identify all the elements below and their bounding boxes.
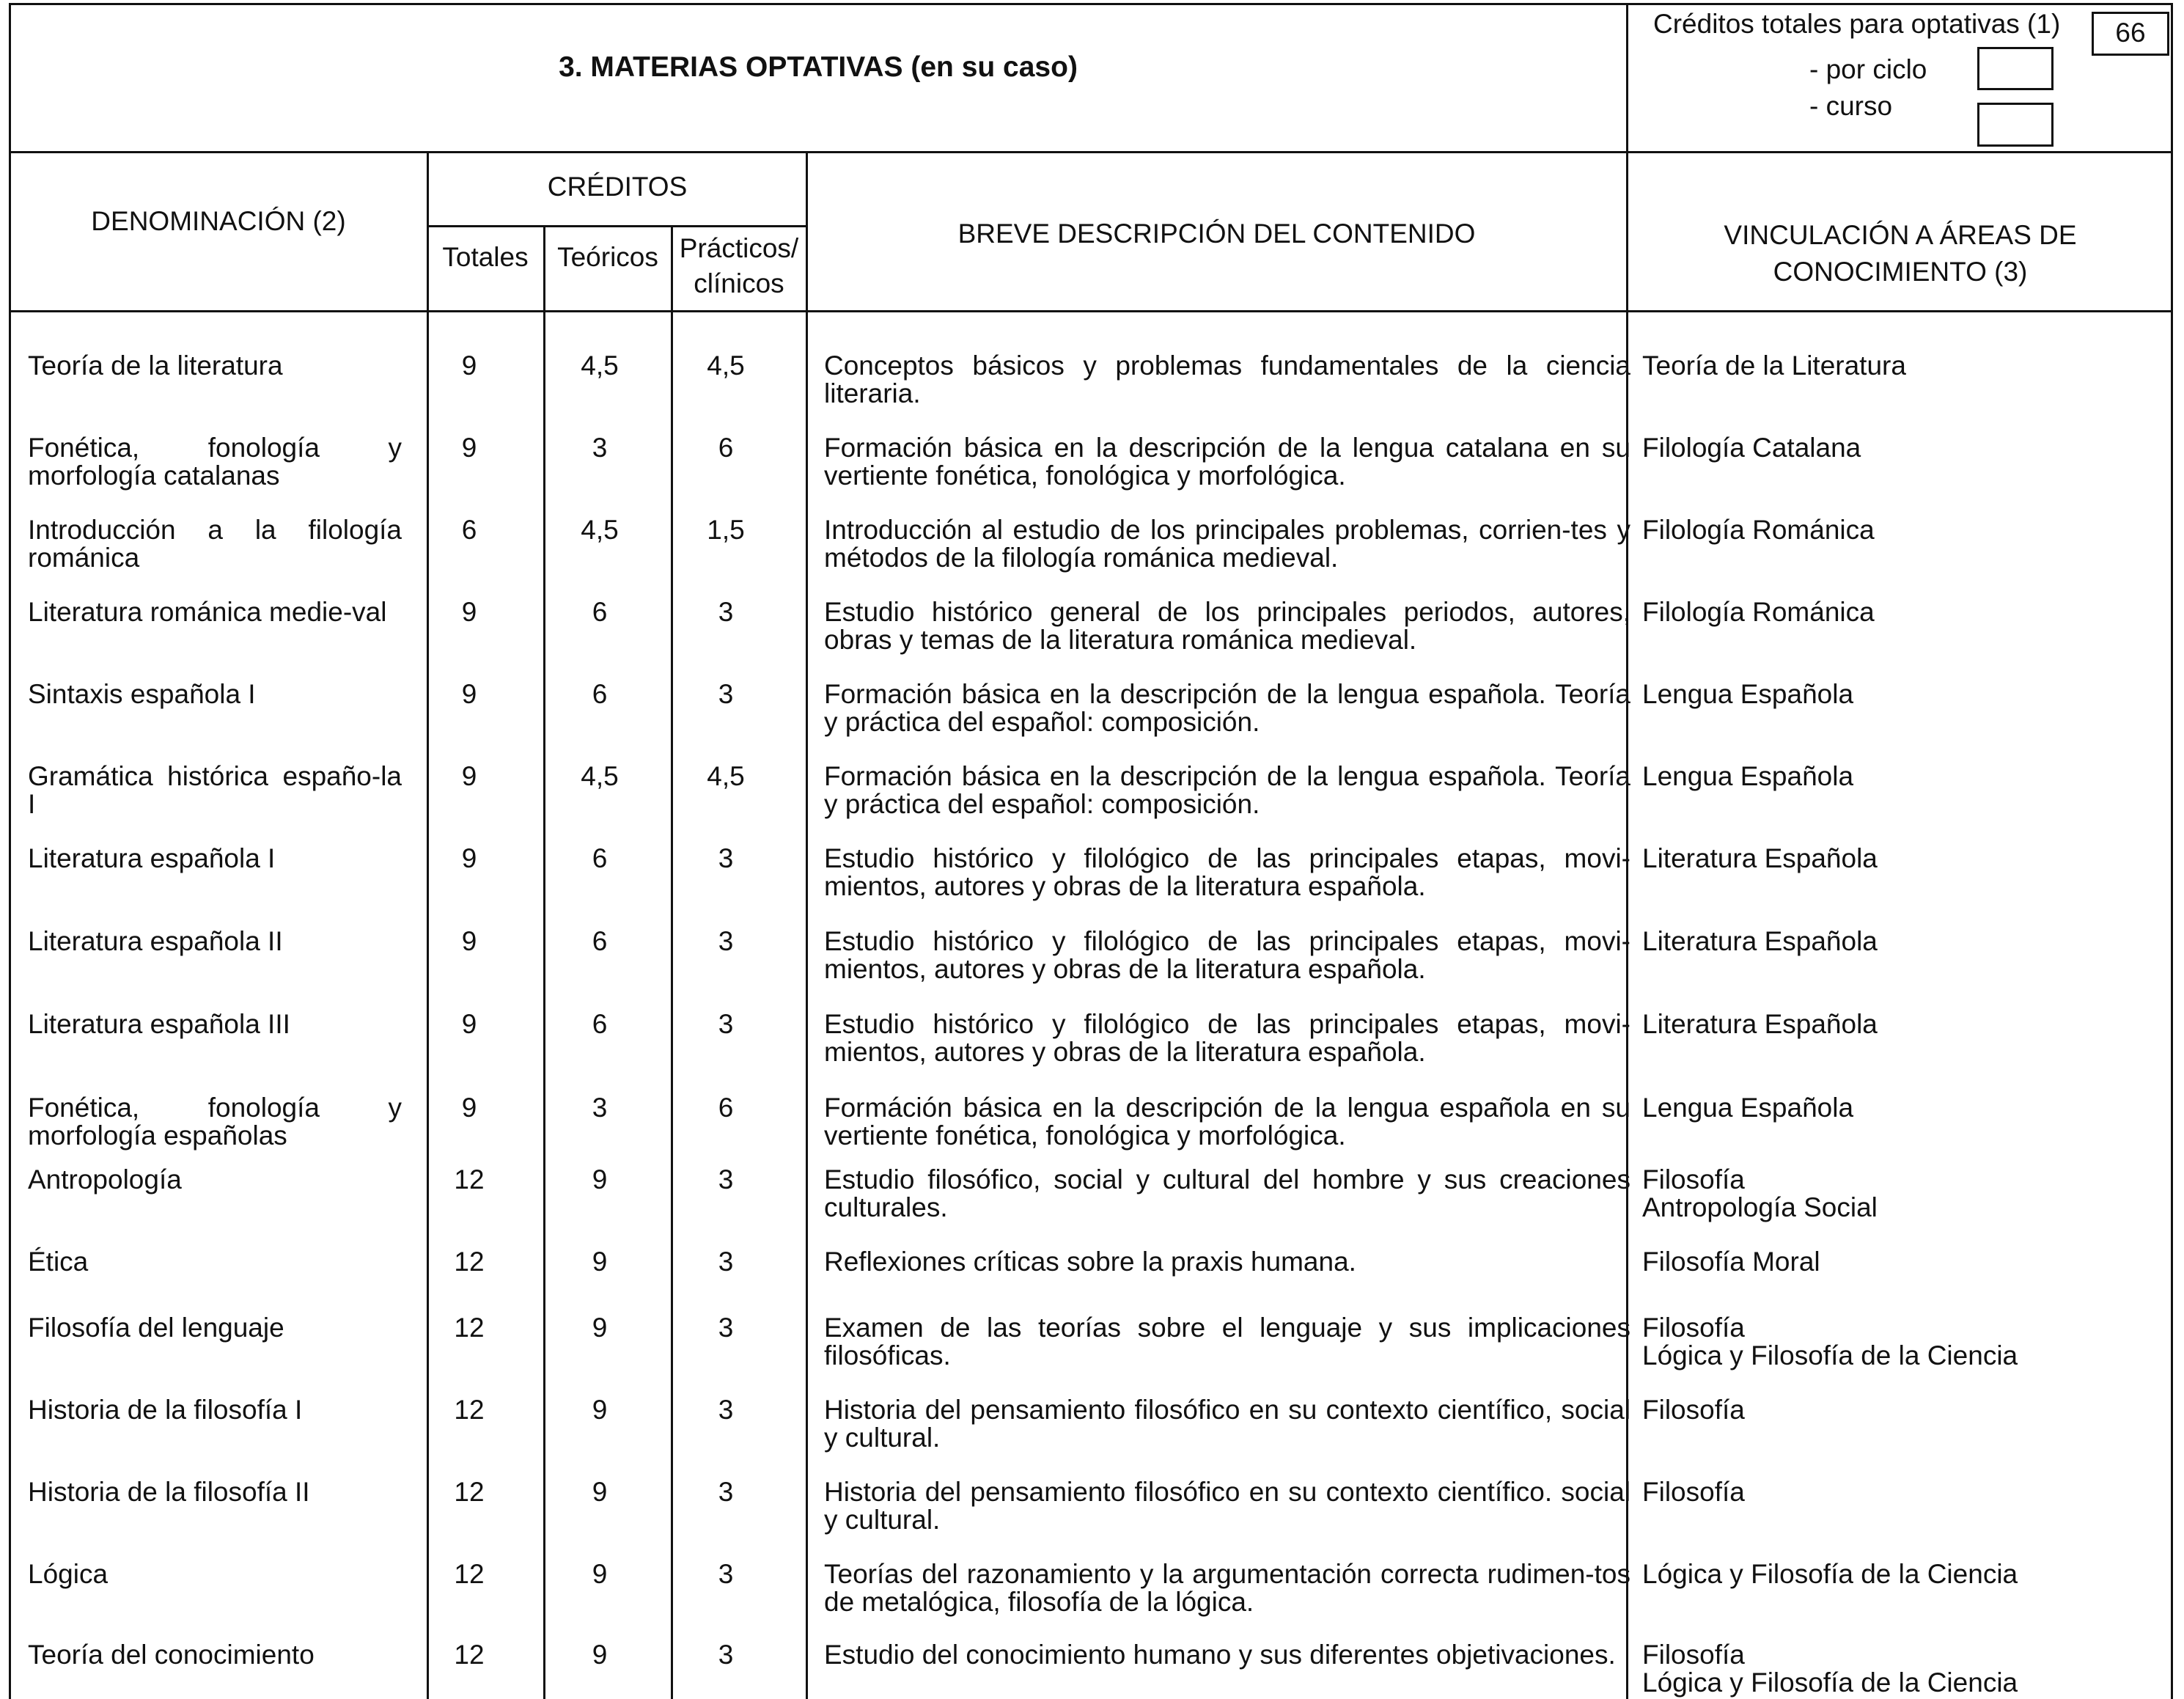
header-creditos: CRÉDITOS xyxy=(547,172,688,202)
row-denominacion: Literatura española I xyxy=(28,843,276,873)
row-area-conocimiento: Filosofía Antropología Social xyxy=(1642,1164,1878,1222)
per-course-box xyxy=(1977,103,2054,147)
row-creditos-practicos: 3 xyxy=(718,1559,734,1589)
row-area-conocimiento: Filosofía xyxy=(1642,1395,1745,1425)
row-creditos-totales: 12 xyxy=(454,1640,485,1670)
row-creditos-totales: 12 xyxy=(454,1313,485,1343)
row-creditos-teoricos: 4,5 xyxy=(581,351,619,381)
row-creditos-totales: 12 xyxy=(454,1395,485,1425)
row-creditos-teoricos: 4,5 xyxy=(581,515,619,545)
row-area-conocimiento: Lengua Española xyxy=(1642,679,1854,709)
row-creditos-practicos: 3 xyxy=(718,1009,734,1039)
row-creditos-teoricos: 6 xyxy=(592,926,608,956)
row-denominacion: Teoría de la literatura xyxy=(28,351,283,381)
row-descripcion: Conceptos básicos y problemas fundamentales de la ciencia literaria. xyxy=(824,351,1630,408)
row-creditos-practicos: 3 xyxy=(718,1247,734,1277)
row-area-conocimiento: Lengua Española xyxy=(1642,1093,1854,1123)
row-creditos-totales: 9 xyxy=(461,1093,477,1123)
row-creditos-practicos: 3 xyxy=(718,1477,734,1507)
row-denominacion: Teoría del conocimiento xyxy=(28,1640,315,1670)
row-creditos-practicos: 3 xyxy=(718,1640,734,1670)
row-descripcion: Reflexiones críticas sobre la praxis humana. xyxy=(824,1247,1356,1277)
row-creditos-totales: 9 xyxy=(461,679,477,709)
row-creditos-teoricos: 6 xyxy=(592,679,608,709)
row-descripcion: Estudio del conocimiento humano y sus diferentes objetivaciones. xyxy=(824,1640,1616,1670)
row-descripcion: Formación básica en la descripción de la lengua española. Teoría y práctica del español: composición. xyxy=(824,761,1630,819)
row-denominacion: Fonética, fonología y morfología catalanas xyxy=(28,433,402,491)
row-creditos-totales: 12 xyxy=(454,1164,485,1195)
total-credits-label: Créditos totales para optativas (1) xyxy=(1653,9,2061,39)
row-creditos-practicos: 3 xyxy=(718,679,734,709)
row-descripcion: Estudio filosófico, social y cultural del hombre y sus creaciones culturales. xyxy=(824,1164,1630,1222)
header-practicos-line1: Prácticos/ xyxy=(679,233,799,263)
header-practicos-line2: clínicos xyxy=(694,268,784,298)
row-creditos-totales: 9 xyxy=(461,926,477,956)
row-creditos-totales: 12 xyxy=(454,1247,485,1277)
row-creditos-totales: 12 xyxy=(454,1477,485,1507)
row-descripcion: Estudio histórico general de los principales periodos, autores, obras y temas de la literatura románica medieval. xyxy=(824,597,1630,655)
row-denominacion: Literatura románica medie-val xyxy=(28,597,387,627)
row-descripcion: Formación básica en la descripción de la lengua catalana en su vertiente fonética, fonológica y morfológica. xyxy=(824,433,1630,491)
header-denominacion: DENOMINACIÓN (2) xyxy=(91,206,346,236)
header-teoricos: Teóricos xyxy=(557,242,658,272)
row-creditos-practicos: 4,5 xyxy=(707,351,745,381)
row-area-conocimiento: Literatura Española xyxy=(1642,926,1878,956)
row-area-conocimiento: Literatura Española xyxy=(1642,1009,1878,1039)
row-creditos-practicos: 3 xyxy=(718,597,734,627)
row-denominacion: Introducción a la filología románica xyxy=(28,515,402,573)
column-divider-practicos xyxy=(671,225,673,1699)
row-area-conocimiento: Filosofía Lógica y Filosofía de la Ciencia xyxy=(1642,1313,2018,1370)
row-creditos-totales: 9 xyxy=(461,1009,477,1039)
row-creditos-practicos: 4,5 xyxy=(707,761,745,791)
column-divider-teoricos xyxy=(543,225,545,1699)
row-creditos-teoricos: 6 xyxy=(592,843,608,873)
column-header-divider xyxy=(9,310,2173,312)
per-cycle-label: - por ciclo xyxy=(1809,54,1927,84)
column-divider-credits xyxy=(427,151,429,1699)
row-descripcion: Estudio histórico y filológico de las principales etapas, movi-mientos, autores y obras de la literatura española. xyxy=(824,926,1630,984)
per-course-label: - curso xyxy=(1809,91,1893,121)
row-descripcion: Formación básica en la descripción de la lengua española. Teoría y práctica del español: composición. xyxy=(824,679,1630,737)
row-area-conocimiento: Lógica y Filosofía de la Ciencia xyxy=(1642,1559,2018,1589)
row-denominacion: Historia de la filosofía II xyxy=(28,1477,310,1507)
row-creditos-totales: 6 xyxy=(461,515,477,545)
row-denominacion: Literatura española II xyxy=(28,926,283,956)
row-descripcion: Historia del pensamiento filosófico en su contexto científico. social y cultural. xyxy=(824,1477,1630,1535)
header-divider xyxy=(9,151,2173,153)
row-descripcion: Formáción básica en la descripción de la lengua española en su vertiente fonética, fonológica y morfológica. xyxy=(824,1093,1630,1151)
row-creditos-totales: 9 xyxy=(461,843,477,873)
row-creditos-teoricos: 3 xyxy=(592,433,608,463)
row-creditos-practicos: 3 xyxy=(718,1395,734,1425)
row-denominacion: Historia de la filosofía I xyxy=(28,1395,303,1425)
per-cycle-box xyxy=(1977,47,2054,90)
total-credits-value: 66 xyxy=(2115,18,2146,48)
row-denominacion: Sintaxis española I xyxy=(28,679,256,709)
row-creditos-teoricos: 9 xyxy=(592,1640,608,1670)
row-descripcion: Introducción al estudio de los principales problemas, corrien-tes y métodos de la filología románica medieval. xyxy=(824,515,1630,573)
row-creditos-totales: 9 xyxy=(461,597,477,627)
row-denominacion: Literatura española III xyxy=(28,1009,290,1039)
row-area-conocimiento: Filosofía Lógica y Filosofía de la Ciencia xyxy=(1642,1640,2018,1698)
row-descripcion: Estudio histórico y filológico de las principales etapas, movi-mientos, autores y obras de la literatura española. xyxy=(824,1009,1630,1067)
row-area-conocimiento: Filosofía xyxy=(1642,1477,1745,1507)
row-area-conocimiento: Teoría de la Literatura xyxy=(1642,351,1906,381)
column-divider-description xyxy=(806,151,808,1699)
row-creditos-teoricos: 6 xyxy=(592,597,608,627)
row-creditos-totales: 9 xyxy=(461,351,477,381)
row-area-conocimiento: Filología Románica xyxy=(1642,515,1875,545)
row-denominacion: Fonética, fonología y morfología españolas xyxy=(28,1093,402,1151)
row-creditos-practicos: 6 xyxy=(718,433,734,463)
row-descripcion: Teorías del razonamiento y la argumentación correcta rudimen-tos de metalógica, filosofía de la lógica. xyxy=(824,1559,1630,1617)
row-creditos-teoricos: 4,5 xyxy=(581,761,619,791)
row-area-conocimiento: Lengua Española xyxy=(1642,761,1854,791)
row-area-conocimiento: Literatura Española xyxy=(1642,843,1878,873)
row-creditos-teoricos: 9 xyxy=(592,1477,608,1507)
row-creditos-teoricos: 9 xyxy=(592,1247,608,1277)
row-creditos-practicos: 3 xyxy=(718,843,734,873)
header-vinculacion-line2: CONOCIMIENTO (3) xyxy=(1773,257,2028,287)
row-creditos-practicos: 3 xyxy=(718,926,734,956)
row-creditos-practicos: 1,5 xyxy=(707,515,745,545)
row-denominacion: Ética xyxy=(28,1247,89,1277)
row-area-conocimiento: Filología Románica xyxy=(1642,597,1875,627)
row-creditos-totales: 9 xyxy=(461,761,477,791)
section-title: 3. MATERIAS OPTATIVAS (en su caso) xyxy=(559,51,1078,83)
row-denominacion: Gramática histórica españo-la I xyxy=(28,761,402,819)
row-creditos-totales: 9 xyxy=(461,433,477,463)
row-creditos-practicos: 3 xyxy=(718,1164,734,1195)
header-descripcion: BREVE DESCRIPCIÓN DEL CONTENIDO xyxy=(957,219,1476,249)
row-area-conocimiento: Filosofía Moral xyxy=(1642,1247,1820,1277)
row-descripcion: Historia del pensamiento filosófico en su contexto científico, social y cultural. xyxy=(824,1395,1630,1453)
row-denominacion: Filosofía del lenguaje xyxy=(28,1313,284,1343)
row-creditos-teoricos: 9 xyxy=(592,1164,608,1195)
row-creditos-teoricos: 6 xyxy=(592,1009,608,1039)
row-creditos-teoricos: 3 xyxy=(592,1093,608,1123)
total-credits-box xyxy=(2092,12,2169,56)
header-vinculacion-line1: VINCULACIÓN A ÁREAS DE xyxy=(1724,220,2077,250)
row-creditos-teoricos: 9 xyxy=(592,1395,608,1425)
row-creditos-teoricos: 9 xyxy=(592,1559,608,1589)
row-area-conocimiento: Filología Catalana xyxy=(1642,433,1861,463)
row-descripcion: Examen de las teorías sobre el lenguaje y sus implicaciones filosóficas. xyxy=(824,1313,1630,1370)
row-creditos-practicos: 6 xyxy=(718,1093,734,1123)
row-creditos-teoricos: 9 xyxy=(592,1313,608,1343)
row-denominacion: Antropología xyxy=(28,1164,182,1195)
row-descripcion: Estudio histórico y filológico de las principales etapas, movi-mientos, autores y obras de la literatura española. xyxy=(824,843,1630,901)
credits-subheader-divider xyxy=(427,225,807,227)
row-denominacion: Lógica xyxy=(28,1559,109,1589)
row-creditos-practicos: 3 xyxy=(718,1313,734,1343)
header-totales: Totales xyxy=(442,242,529,272)
row-creditos-totales: 12 xyxy=(454,1559,485,1589)
